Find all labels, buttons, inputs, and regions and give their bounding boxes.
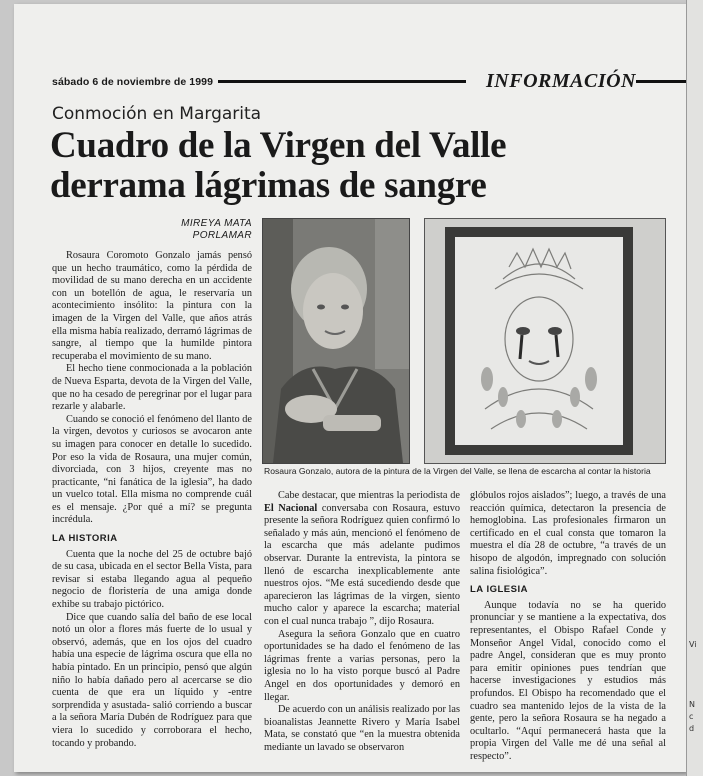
header-rule: [218, 80, 466, 83]
text-run: Cabe destacar, que mientras la periodista de: [278, 490, 460, 501]
byline-author: MIREYA MATA: [181, 218, 252, 229]
photo-rosaura-gonzalo: [262, 218, 410, 464]
column-1: [52, 250, 252, 750]
column-2: [264, 490, 460, 754]
edge-text: Vi: [689, 640, 697, 649]
edge-text: N: [689, 700, 695, 709]
paragraph: El hecho tiene conmocionada a la población de Nueva Esparta, devota de la Virgen del Valle, que no ha cesado de peregrinar por el lugar para rezarle y alabarle.: [52, 363, 252, 413]
kicker: Conmoción en Margarita: [52, 104, 262, 124]
paragraph: Rosaura Coromoto Gonzalo jamás pensó que un hecho traumático, como la pérdida de movilidad de su mano derecha en un accidente con un botellón de agua, le reservaría un acontecimiento insólito: la pintura con la imagen de la Virgen del Valle, que años atrás ella misma había realizado, derramó lágrimas de sangre, al tiempo que la humilde pintora recuperaba el movimiento de su mano.: [52, 250, 252, 362]
paragraph: Cuando se conoció el fenómeno del llanto de la virgen, devotos y curiosos se avocaron ante su imagen para conocer en detalle lo sucedido. Por eso la vida de Rosaura, una mujer común, divorciada, con 3 hijos, creyente mas no practicante, “ni fanática de la iglesia”, ha dado un vuelco total. Ella misma no comprende cuál es el mensaje. ¿Por qué a mí? se pregunta incrédula.: [52, 413, 252, 526]
byline-place: PORLAMAR: [192, 230, 252, 241]
paragraph: Dice que cuando salía del baño de ese local notó un olor a flores más fuerte de lo usual y observó, además, que en los ojos del cuadro había una especie de lágrima oscura que ella no había pintado. En un principio, pensó que algún niño lo había dañado pero al acercarse se dio cuenta de que era un líquido y -entre sorprendida y asustada- salió corriendo a buscar a la señora María Dubén de Rodríguez para que viera lo sucedido y corroborara el hecho, tocando y probando.: [52, 611, 252, 749]
text-run: conversaba con Rosaura, estuvo presente la señora Rodríguez quien confirmó lo señalado y más aún, mencionó el fenómeno de la escarcha que más adelante pudimos observar. Durante la entrevista, la pintora se llenó de escarcha inexplicablemente ante nuestros ojos. “Me está sucediendo desde que aparecieron las lágrimas de la virgen, siento mucho calor y aparece la escarcha; material con el cual nunca trabajo ”, dijo Rosaura.: [264, 502, 460, 627]
paragraph: Aunque todavía no se ha querido pronunciar y se mantiene a la expectativa, dos representantes, el Obispo Rafael Conde y Monseñor Angel Vidal, conocido como el padre Angel, consideran que es muy pronto para emitir opiniones pues tendrían que hacerse investigaciones y estudios más profundos. El Obispo ha recomendado que el cuadro sea mantenido lejos de la vista de la gente, pero la señora Rosaura se ha negado a ocultarlo. “Aquí permanecerá hasta que la propia Virgen del Valle me dé una señal al respecto”.: [470, 599, 666, 762]
paragraph: glóbulos rojos aislados”; luego, a través de una reacción química, detectaron la presencia de hemoglobina. Las profesionales firmaron un certificado en el cual consta que tomaron la muestra el día 28 de octubre, “a través de un hisopo de algodón, impregnado con solución salina fisiológica”.: [470, 490, 666, 577]
paragraph: Asegura la señora Gonzalo que en cuatro oportunidades se ha dado el fenómeno de las lágrimas frente a varias personas, pero la iglesia no lo ha visto porque buscó al Padre Angel en dos oportunidades y demoró en llegar.: [264, 628, 460, 703]
paragraph: De acuerdo con un análisis realizado por las bioanalistas Jeannette Rivero y María Isabel Mata, se constató que “en la muestra obtenida mediante un lavado se observaron: [264, 704, 460, 753]
adjacent-page-edge: [686, 0, 703, 776]
header-rule: [636, 80, 686, 83]
issue-date: sábado 6 de noviembre de 1999: [52, 76, 214, 88]
subheading-la-iglesia: LA IGLESIA: [470, 584, 528, 596]
edge-text: c: [689, 712, 694, 721]
byline: [170, 218, 252, 242]
paragraph: [264, 490, 460, 629]
section-title: INFORMACIÓN: [486, 70, 636, 92]
subheading-la-historia: LA HISTORIA: [52, 533, 118, 545]
edge-text: d: [689, 724, 695, 733]
newspaper-name: El Nacional: [264, 502, 318, 514]
column-3: [470, 490, 666, 763]
photo-caption: Rosaura Gonzalo, autora de la pintura de la Virgen del Valle, se llena de escarcha al contar la historia: [264, 466, 651, 476]
portrait-illustration: [263, 219, 409, 463]
photo-virgin-painting: [424, 218, 666, 464]
paragraph: Cuenta que la noche del 25 de octubre bajó de su casa, ubicada en el sector Bella Vista, para revisar si estaba llegando agua al pequeño negocio de floristería de una amiga donde exhibe su trabajo pictórico.: [52, 548, 252, 611]
painting-illustration: [425, 219, 665, 463]
headline: Cuadro de la Virgen del Valle derrama lágrimas de sangre: [50, 125, 507, 206]
